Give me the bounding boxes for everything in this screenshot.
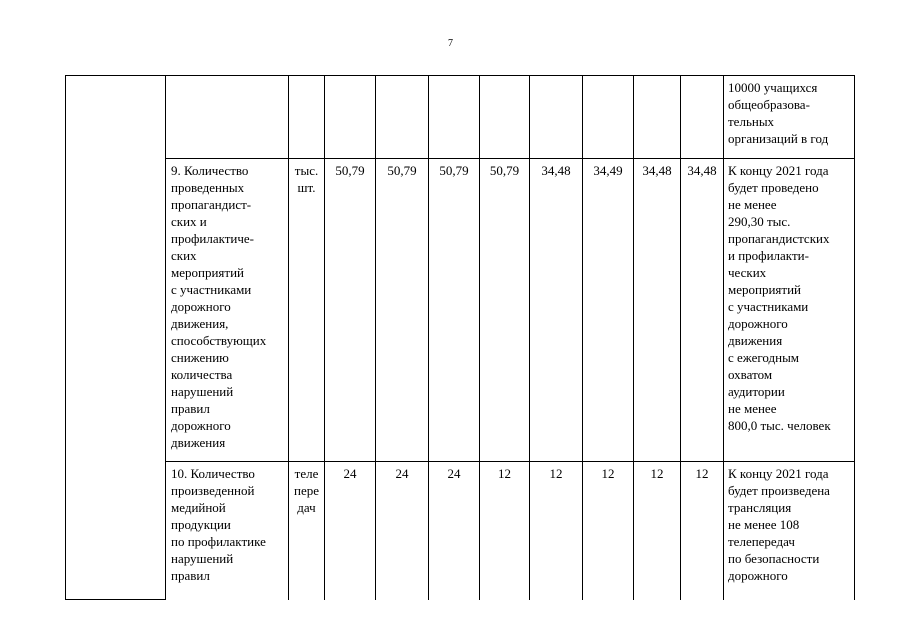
note-line: не менее (728, 197, 777, 212)
note-line: общеобразова- (728, 97, 810, 112)
note-line: телепередач (728, 534, 795, 549)
value-cell: 34,48 (634, 159, 681, 462)
indicator-name-cell (166, 76, 289, 159)
name-line: способствующих (171, 333, 267, 348)
value-cell (376, 76, 429, 159)
note-line: и профилакти- (728, 248, 809, 263)
name-line: мероприятий (171, 265, 244, 280)
name-line: правил (171, 401, 210, 416)
note-line: не менее 108 (728, 517, 800, 532)
name-line: дорожного (171, 418, 231, 433)
value-cell: 50,79 (480, 159, 530, 462)
unit-cell (289, 159, 325, 462)
page-number: 7 (448, 38, 453, 49)
note-line: охватом (728, 367, 773, 382)
value-cell (583, 76, 634, 159)
table-row (66, 462, 855, 600)
value-cell: 50,79 (325, 159, 376, 462)
name-line: дорожного (171, 299, 231, 314)
name-line: по профилактике (171, 534, 266, 549)
name-line: нарушений (171, 551, 234, 566)
unit-cell (289, 76, 325, 159)
note-line: по безопасности (728, 551, 820, 566)
note-line: аудитории (728, 384, 785, 399)
value-cell: 34,48 (530, 159, 583, 462)
name-line: пропагандист- (171, 197, 252, 212)
name-line: произведенной (171, 483, 255, 498)
value-cell: 12 (634, 462, 681, 600)
name-line: проведенных (171, 180, 245, 195)
unit-cell (289, 462, 325, 600)
value-cell: 50,79 (376, 159, 429, 462)
unit-line: шт. (297, 180, 316, 195)
note-line: трансляция (728, 500, 792, 515)
note-line: 800,0 тыс. человек (728, 418, 831, 433)
note-line: будет проведено (728, 180, 819, 195)
value-cell: 34,49 (583, 159, 634, 462)
value-cell (634, 76, 681, 159)
value-cell: 24 (325, 462, 376, 600)
name-line: 10. Количество (171, 466, 255, 481)
table-row (66, 76, 855, 159)
value-cell (681, 76, 724, 159)
note-line: дорожного (728, 568, 788, 583)
value-cell: 12 (480, 462, 530, 600)
name-line: движения (171, 435, 226, 450)
note-cell (724, 159, 855, 462)
name-line: движения, (171, 316, 229, 331)
name-line: продукции (171, 517, 231, 532)
value-cell: 34,48 (681, 159, 724, 462)
note-line: не менее (728, 401, 777, 416)
name-line: нарушений (171, 384, 234, 399)
value-cell: 12 (681, 462, 724, 600)
name-line: количества (171, 367, 233, 382)
table-body (66, 76, 855, 600)
note-line: организаций в год (728, 131, 829, 146)
indicator-name-cell (166, 159, 289, 462)
note-line: движения (728, 333, 783, 348)
value-cell (325, 76, 376, 159)
note-line: мероприятий (728, 282, 801, 297)
name-line: 9. Количество (171, 163, 249, 178)
value-cell: 24 (429, 462, 480, 600)
table-row (66, 159, 855, 462)
value-cell: 50,79 (429, 159, 480, 462)
note-line: дорожного (728, 316, 788, 331)
indicator-name-cell (166, 462, 289, 600)
leading-cell (66, 76, 166, 600)
indicators-table (65, 75, 855, 600)
note-cell (724, 76, 855, 159)
value-cell: 12 (583, 462, 634, 600)
name-line: профилактиче- (171, 231, 255, 246)
name-line: с участниками (171, 282, 252, 297)
note-line: 10000 учащихся (728, 80, 818, 95)
note-line: К концу 2021 года (728, 163, 829, 178)
name-line: медийной (171, 500, 226, 515)
note-line: К концу 2021 года (728, 466, 829, 481)
unit-line: дач (297, 500, 316, 515)
name-line: ских (171, 248, 197, 263)
unit-line: теле (294, 466, 319, 481)
value-cell (429, 76, 480, 159)
name-line: ских и (171, 214, 207, 229)
note-line: 290,30 тыс. (728, 214, 791, 229)
name-line: снижению (171, 350, 229, 365)
note-cell (724, 462, 855, 600)
note-line: пропагандистских (728, 231, 830, 246)
note-line: с участниками (728, 299, 809, 314)
unit-line: тыс. (294, 163, 319, 178)
note-line: ческих (728, 265, 767, 280)
note-line: тельных (728, 114, 775, 129)
note-line: будет произведена (728, 483, 830, 498)
value-cell (530, 76, 583, 159)
note-line: с ежегодным (728, 350, 800, 365)
value-cell (480, 76, 530, 159)
name-line: правил (171, 568, 210, 583)
value-cell: 24 (376, 462, 429, 600)
unit-line: пере (294, 483, 319, 498)
value-cell: 12 (530, 462, 583, 600)
